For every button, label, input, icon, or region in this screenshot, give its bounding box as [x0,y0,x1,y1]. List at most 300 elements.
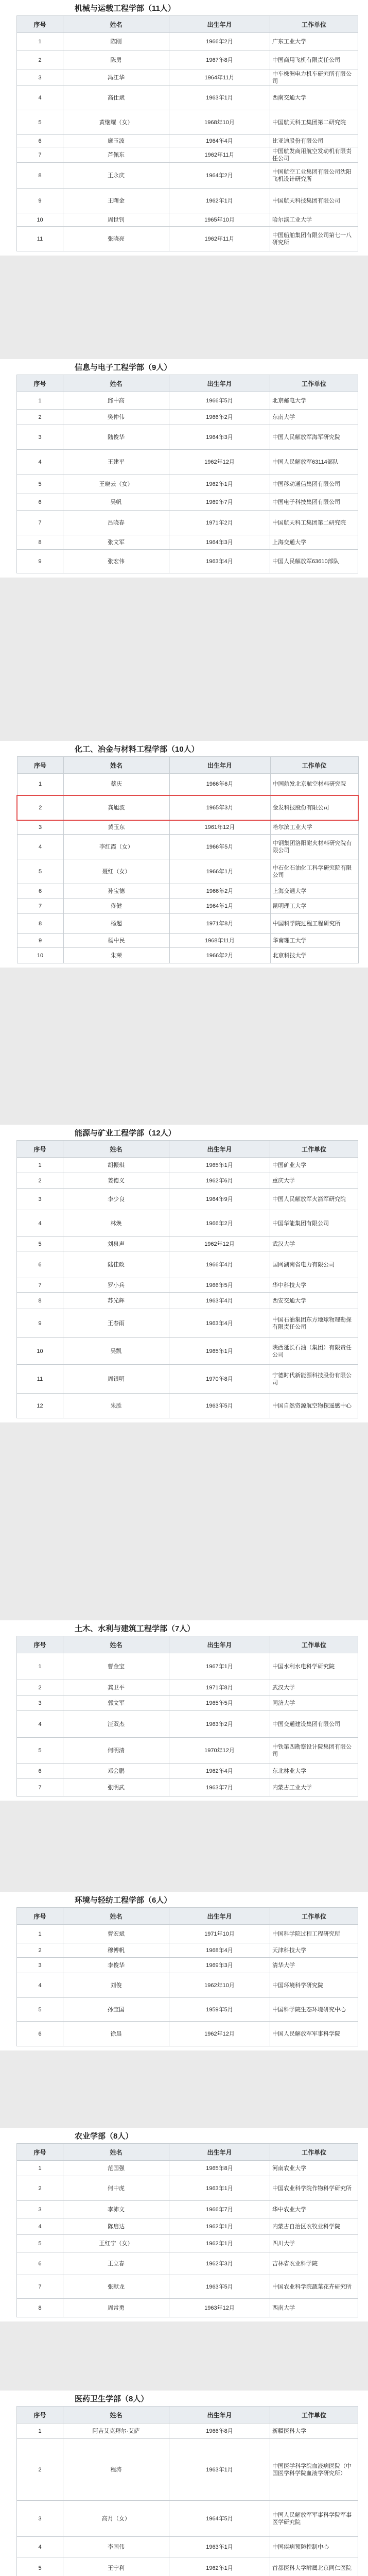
table-row [17,511,358,535]
row-number: 5 [17,110,63,135]
row-number: 2 [17,2176,63,2201]
member-name: 王建平 [63,450,169,474]
member-name: 王立春 [63,2252,169,2275]
member-name: 张明武 [63,1779,169,1797]
work-unit: 华中科技大学 [270,1278,358,1293]
table-row [17,2501,358,2537]
column-header-unit: 工作单位 [270,2144,358,2161]
column-header-no: 序号 [17,757,63,774]
birth-date: 1964年5月 [169,2501,270,2537]
row-number: 9 [17,189,63,213]
table-row [17,86,358,110]
section-2 [0,359,368,578]
birth-date: 1962年1月 [169,2557,270,2576]
table-row [17,1711,358,1738]
work-unit: 北京邮电大学 [270,392,358,410]
member-name: 刘俊 [63,1973,169,1998]
birth-date: 1962年3月 [169,2252,270,2275]
row-number: 8 [17,535,63,550]
section-header [0,0,368,15]
table-row [17,1237,358,1251]
work-unit: 吉林省农业科学院 [270,2252,358,2275]
table-header-row [17,1908,358,1925]
member-name: 罗小兵 [63,1278,169,1293]
work-unit: 中国航发北京航空材料研究院 [270,774,358,795]
table-row [17,2176,358,2201]
row-number: 2 [17,410,63,425]
column-header-unit: 工作单位 [270,1908,358,1925]
birth-date: 1963年1月 [169,86,270,110]
birth-date: 1959年5月 [169,1998,270,2022]
birth-date: 1962年6月 [169,1173,270,1189]
member-name: 王永庆 [63,163,169,189]
work-unit: 中国人民解放军军事科学院 [270,2022,358,2046]
birth-date: 1964年11月 [169,70,270,86]
members-table [16,756,359,963]
table-row [17,899,358,914]
member-name: 李沛文 [63,2201,169,2218]
row-number: 7 [17,1278,63,1293]
birth-date: 1966年6月 [169,774,270,795]
member-name: 李国伟 [63,2537,169,2557]
row-number: 4 [17,450,63,474]
member-name: 张献龙 [63,2275,169,2299]
work-unit: 中国移动通信集团有限公司 [270,474,358,494]
member-name: 王晓云（女） [63,474,169,494]
section-header [0,359,368,375]
table-row [17,213,358,227]
member-name: 何中虎 [63,2176,169,2201]
column-header-name: 姓名 [63,16,169,33]
birth-date: 1962年1月 [169,189,270,213]
work-unit: 重庆大学 [270,1173,358,1189]
table-row [17,2022,358,2046]
table-row [17,914,358,934]
row-number: 11 [17,227,63,251]
table-row [17,1293,358,1309]
table-header-row [17,1141,358,1158]
section-header [0,2128,368,2143]
row-number: 2 [17,795,63,820]
birth-date: 1966年1月 [169,859,270,884]
birth-date: 1966年2月 [169,33,270,50]
work-unit: 上海交通大学 [270,535,358,550]
row-number: 3 [17,1189,63,1210]
member-name: 黄玉东 [63,820,169,835]
work-unit: 四川大学 [270,2235,358,2252]
birth-date: 1962年10月 [169,1973,270,1998]
member-name: 朱荣 [63,948,169,963]
table-row [17,1738,358,1764]
row-number: 2 [17,1173,63,1189]
birth-date: 1962年11月 [169,227,270,251]
table-row [17,948,358,963]
row-number: 4 [17,1210,63,1237]
table-row [17,1173,358,1189]
table-row [17,189,358,213]
row-number: 4 [17,1973,63,1998]
row-number: 1 [17,2161,63,2176]
table-row [17,450,358,474]
work-unit: 中车株洲电力机车研究所有限公司 [270,70,358,86]
birth-date: 1964年9月 [169,1189,270,1210]
section-header [0,2391,368,2406]
birth-date: 1963年1月 [169,2439,270,2501]
row-number: 3 [17,2501,63,2537]
row-number: 1 [17,2424,63,2439]
member-name: 陈勇 [63,50,169,70]
table-row [17,774,358,795]
column-header-name: 姓名 [63,1636,169,1653]
column-header-birth: 出生年月 [169,1908,270,1925]
table-row [17,1394,358,1418]
member-name: 陈刚 [63,33,169,50]
birth-date: 1971年2月 [169,511,270,535]
table-header-row [17,16,358,33]
section-header [0,1620,368,1636]
table-row [17,227,358,251]
section-header [0,1892,368,1907]
row-number: 3 [17,70,63,86]
work-unit: 西南交通大学 [270,86,358,110]
row-number: 10 [17,213,63,227]
work-unit: 武汉大学 [270,1680,358,1696]
birth-date: 1966年4月 [169,1251,270,1278]
column-header-name: 姓名 [63,2406,169,2424]
member-name: 高月（女） [63,2501,169,2537]
table-row [17,859,358,884]
member-name: 佟健 [63,899,169,914]
section-title: 机械与运载工程学部（11人） [75,4,176,13]
work-unit: 哈尔滨工业大学 [270,213,358,227]
work-unit: 中国航空工业集团有限公司沈阳飞机设计研究所 [270,163,358,189]
row-number: 3 [17,820,63,835]
row-number: 7 [17,2275,63,2299]
member-name: 何明清 [63,1738,169,1764]
member-name: 周银明 [63,1365,169,1394]
members-table [16,1140,358,1418]
section-title: 农业学部（8人） [75,2132,133,2141]
work-unit: 中国人民解放军军事科学院军事医学研究院 [270,2501,358,2537]
work-unit: 清华大学 [270,1958,358,1973]
birth-date: 1969年3月 [169,1958,270,1973]
section-header [0,1125,368,1140]
column-header-name: 姓名 [63,1141,169,1158]
row-number: 2 [17,2439,63,2501]
column-header-birth: 出生年月 [169,2144,270,2161]
member-name: 陆佳政 [63,1251,169,1278]
section-title: 信息与电子工程学部（9人） [75,363,172,372]
work-unit: 中国交通建设集团有限公司 [270,1711,358,1738]
table-row [17,1943,358,1958]
work-unit: 天津科技大学 [270,1943,358,1958]
birth-date: 1966年5月 [169,1278,270,1293]
members-table [16,1907,358,2046]
section-8 [0,2391,368,2576]
work-unit: 中国人民解放军火箭军研究院 [270,1189,358,1210]
row-number: 1 [17,1158,63,1173]
member-name: 樊仲伟 [63,410,169,425]
row-number: 8 [17,914,63,934]
member-name: 邓会鹏 [63,1764,169,1779]
work-unit: 东北林业大学 [270,1764,358,1779]
member-name: 徐晨 [63,2022,169,2046]
row-number: 11 [17,1365,63,1394]
member-name: 冯江华 [63,70,169,86]
row-number: 1 [17,1653,63,1680]
birth-date: 1968年11月 [169,934,270,948]
member-name: 曹金宝 [63,1653,169,1680]
work-unit: 西南大学 [270,2299,358,2317]
work-unit: 内蒙古工业大学 [270,1779,358,1797]
member-name: 芦佩东 [63,147,169,163]
work-unit: 中国人民解放军63114部队 [270,450,358,474]
row-number: 3 [17,1696,63,1711]
birth-date: 1965年1月 [169,1158,270,1173]
member-name: 张文军 [63,535,169,550]
birth-date: 1964年4月 [169,135,270,147]
column-header-birth: 出生年月 [169,16,270,33]
birth-date: 1963年12月 [169,2299,270,2317]
table-row [17,2235,358,2252]
member-name: 蔡庆 [63,774,169,795]
work-unit: 金发科技股份有限公司 [270,795,358,820]
member-name: 李俊华 [63,1958,169,1973]
work-unit: 中国农业科学院作物科学研究所 [270,2176,358,2201]
row-number: 7 [17,511,63,535]
birth-date: 1967年8月 [169,50,270,70]
work-unit: 中国疾病预防控制中心 [270,2537,358,2557]
birth-date: 1962年4月 [169,1764,270,1779]
birth-date: 1963年4月 [169,1309,270,1338]
birth-date: 1965年3月 [169,795,270,820]
table-row [17,835,358,859]
table-row [17,147,358,163]
member-name: 姜德义 [63,1173,169,1189]
work-unit: 同济大学 [270,1696,358,1711]
row-number: 9 [17,1309,63,1338]
member-name: 穆博帆 [63,1943,169,1958]
table-row [17,2201,358,2218]
column-header-no: 序号 [17,16,63,33]
members-table [16,375,358,573]
table-row [17,135,358,147]
row-number: 8 [17,1293,63,1309]
birth-date: 1961年12月 [169,820,270,835]
work-unit: 中国电子科技集团有限公司 [270,494,358,511]
member-name: 周世钊 [63,213,169,227]
member-name: 杨中民 [63,934,169,948]
work-unit: 中国自然资源航空物探遥感中心 [270,1394,358,1418]
birth-date: 1965年8月 [169,2161,270,2176]
table-header-row [17,2406,358,2424]
work-unit: 中国人民解放军63610部队 [270,550,358,573]
row-number: 5 [17,1738,63,1764]
column-header-unit: 工作单位 [270,1141,358,1158]
work-unit: 哈尔滨工业大学 [270,820,358,835]
work-unit: 中国商用飞机有限责任公司 [270,50,358,70]
birth-date: 1970年8月 [169,1365,270,1394]
member-name: 刘泉声 [63,1237,169,1251]
column-header-unit: 工作单位 [270,16,358,33]
birth-date: 1968年4月 [169,1943,270,1958]
table-header-row [17,757,358,774]
section-title: 环境与轻纺工程学部（6人） [75,1896,172,1905]
table-row [17,110,358,135]
column-header-unit: 工作单位 [270,375,358,392]
member-name: 张晓亮 [63,227,169,251]
member-name: 李红霞（女） [63,835,169,859]
row-number: 2 [17,1680,63,1696]
table-row [17,1764,358,1779]
birth-date: 1966年2月 [169,410,270,425]
work-unit: 国网湖南省电力有限公司 [270,1251,358,1278]
table-row [17,50,358,70]
table-row [17,1278,358,1293]
birth-date: 1971年8月 [169,1680,270,1696]
birth-date: 1962年11月 [169,147,270,163]
member-name: 苏光辉 [63,1293,169,1309]
table-row [17,1696,358,1711]
birth-date: 1963年4月 [169,550,270,573]
column-header-birth: 出生年月 [169,1636,270,1653]
table-row [17,795,358,820]
member-name: 王曙金 [63,189,169,213]
work-unit: 上海交通大学 [270,884,358,899]
member-name: 孙宝国 [63,1998,169,2022]
birth-date: 1966年2月 [169,1210,270,1237]
row-number: 6 [17,2252,63,2275]
birth-date: 1966年2月 [169,948,270,963]
table-header-row [17,1636,358,1653]
column-header-no: 序号 [17,2144,63,2161]
work-unit: 中国水利水电科学研究院 [270,1653,358,1680]
table-row [17,163,358,189]
birth-date: 1966年8月 [169,2424,270,2439]
work-unit: 首都医科大学附属北京同仁医院 [270,2557,358,2576]
row-number: 5 [17,2235,63,2252]
members-table [16,2143,358,2317]
members-table [16,15,358,251]
birth-date: 1962年12月 [169,1237,270,1251]
row-number: 7 [17,1779,63,1797]
table-header-row [17,2144,358,2161]
section-6 [0,1892,368,2050]
birth-date: 1968年10月 [169,110,270,135]
table-row [17,535,358,550]
work-unit: 中国矿业大学 [270,1158,358,1173]
birth-date: 1962年12月 [169,450,270,474]
member-name: 程涛 [63,2439,169,2501]
birth-date: 1963年5月 [169,2275,270,2299]
birth-date: 1964年2月 [169,163,270,189]
work-unit: 中钢集团洛阳耐火材料研究院有限公司 [270,835,358,859]
members-table [16,2406,358,2576]
row-number: 1 [17,774,63,795]
row-number: 2 [17,50,63,70]
member-name: 李少良 [63,1189,169,1210]
row-number: 4 [17,2537,63,2557]
work-unit: 中石化石油化工科学研究院有限公司 [270,859,358,884]
table-row [17,1189,358,1210]
birth-date: 1966年7月 [169,2201,270,2218]
work-unit: 武汉大学 [270,1237,358,1251]
member-name: 张宏伟 [63,550,169,573]
table-row [17,1958,358,1973]
row-number: 4 [17,86,63,110]
birth-date: 1967年1月 [169,1653,270,1680]
work-unit: 西安交通大学 [270,1293,358,1309]
birth-date: 1966年5月 [169,835,270,859]
row-number: 12 [17,1394,63,1418]
table-row [17,1251,358,1278]
birth-date: 1964年3月 [169,425,270,450]
column-header-name: 姓名 [63,757,169,774]
table-row [17,1338,358,1365]
birth-date: 1964年1月 [169,899,270,914]
table-row [17,2537,358,2557]
work-unit: 中国科学院过程工程研究所 [270,1925,358,1943]
row-number: 9 [17,934,63,948]
row-number: 4 [17,2218,63,2235]
row-number: 10 [17,948,63,963]
section-3 [0,741,368,968]
birth-date: 1963年4月 [169,1293,270,1309]
row-number: 8 [17,2299,63,2317]
work-unit: 中国人民解放军海军研究院 [270,425,358,450]
row-number: 5 [17,1998,63,2022]
table-row [17,550,358,573]
member-name: 林焕 [63,1210,169,1237]
table-row [17,1973,358,1998]
work-unit: 中国航发商用航空发动机有限责任公司 [270,147,358,163]
member-name: 汪双杰 [63,1711,169,1738]
column-header-no: 序号 [17,375,63,392]
work-unit: 中国医学科学院血液病医院（中国医学科学院血液学研究所） [270,2439,358,2501]
member-name: 聂红（女） [63,859,169,884]
work-unit: 新疆医科大学 [270,2424,358,2439]
row-number: 1 [17,392,63,410]
member-name: 胡振琪 [63,1158,169,1173]
birth-date: 1969年7月 [169,494,270,511]
section-title: 能源与矿业工程学部（12人） [75,1129,176,1138]
member-name: 龚旭波 [63,795,169,820]
birth-date: 1965年5月 [169,1696,270,1711]
member-name: 王春雨 [63,1309,169,1338]
work-unit: 中国航天科工集团第二研究院 [270,511,358,535]
member-name: 高仕斌 [63,86,169,110]
member-name: 龚卫平 [63,1680,169,1696]
row-number: 1 [17,33,63,50]
row-number: 8 [17,163,63,189]
member-name: 邱中高 [63,392,169,410]
table-row [17,2439,358,2501]
table-row [17,1210,358,1237]
member-name: 范国强 [63,2161,169,2176]
table-row [17,410,358,425]
row-number: 5 [17,1237,63,1251]
birth-date: 1971年8月 [169,914,270,934]
member-name: 王红宁（女） [63,2235,169,2252]
table-row [17,392,358,410]
row-number: 1 [17,1925,63,1943]
row-number: 3 [17,1958,63,1973]
member-name: 朱胜 [63,1394,169,1418]
column-header-no: 序号 [17,1908,63,1925]
work-unit: 内蒙古自治区农牧业科学院 [270,2218,358,2235]
table-row [17,884,358,899]
table-row [17,2424,358,2439]
